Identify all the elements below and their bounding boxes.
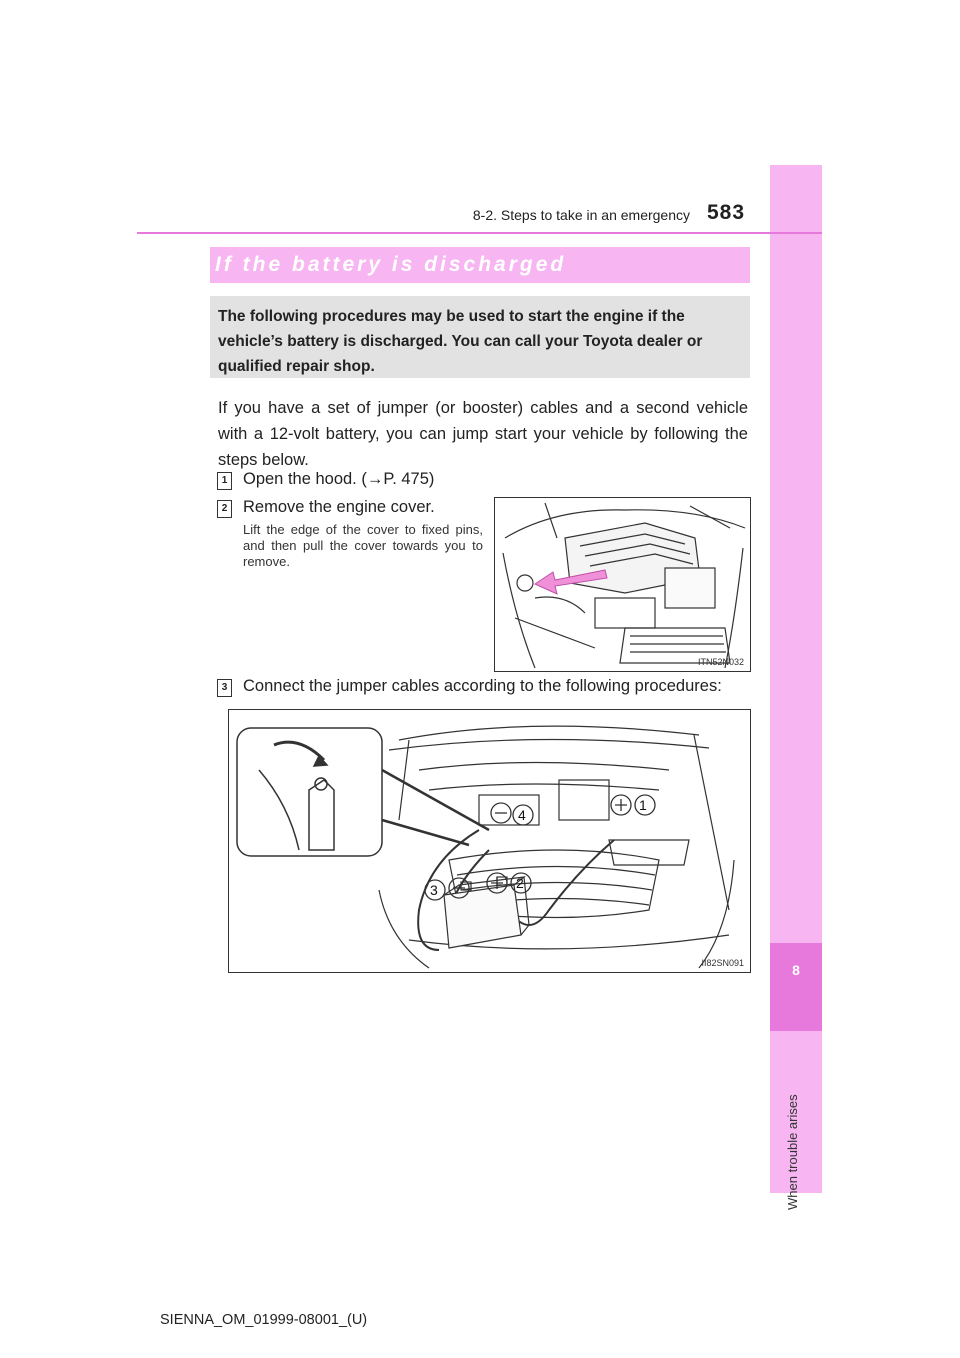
intro-text: The following procedures may be used to start the engine if the vehicle’s battery is discharged. You can call your Toyota dealer or qualified repair shop. (218, 308, 703, 375)
figure-code-jump-start: II82SN091 (701, 958, 744, 968)
step-note-2: Lift the edge of the cover to fixed pins, and then pull the cover towards you to remove. (243, 522, 483, 569)
figure-code-engine-cover: ITN52N032 (697, 657, 744, 667)
engine-cover-figure (494, 497, 751, 672)
chapter-side-tab (770, 165, 822, 1193)
callout-3: 3 (430, 882, 438, 898)
page-number: 583 (707, 201, 746, 224)
chapter-title: When trouble arises (785, 1094, 800, 1210)
jump-start-figure (228, 709, 751, 973)
page-title: If the battery is discharged (215, 253, 567, 276)
chapter-tab-highlight (770, 943, 822, 1031)
callout-1: 1 (639, 797, 647, 813)
step-text-3: Connect the jumper cables according to the following procedures: (243, 677, 722, 695)
step-number-2: 2 (217, 500, 232, 518)
body-paragraph: If you have a set of jumper (or booster) cables and a second vehicle with a 12-volt battery, you can jump start your vehicle by following the steps below. (218, 399, 748, 469)
header-rule (137, 232, 822, 234)
jump-start-illustration (229, 710, 750, 972)
step-number-1: 1 (217, 472, 232, 490)
step-number-3: 3 (217, 679, 232, 697)
section-heading: 8-2. Steps to take in an emergency (472, 207, 690, 223)
document-code: SIENNA_OM_01999-08001_(U) (160, 1312, 368, 1328)
callout-2: 2 (516, 875, 524, 891)
callout-4: 4 (518, 807, 526, 823)
chapter-number: 8 (792, 962, 800, 978)
step-text-2: Remove the engine cover. (243, 498, 435, 516)
step-text-1: Open the hood. (→P. 475) (243, 470, 435, 488)
engine-cover-illustration (495, 498, 750, 671)
